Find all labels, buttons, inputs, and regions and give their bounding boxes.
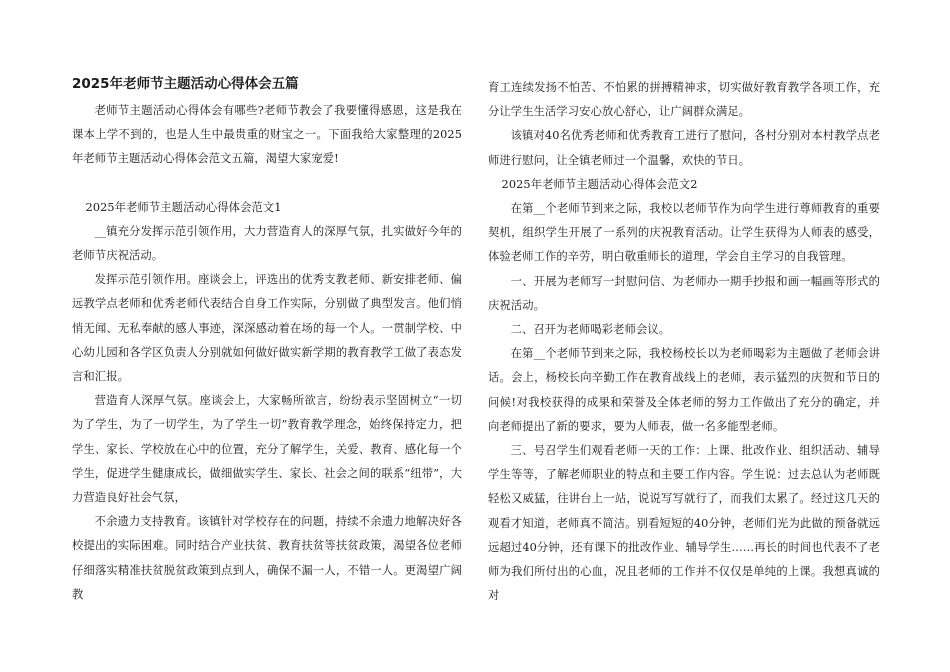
paragraph: 在第__个老师节到来之际，我校杨校长以为老师喝彩为主题做了老师会讲话。会上，杨校长向辛勤工作在教育战线上的老师，表示猛烈的庆贺和节日的问候!对我校获得的成果和荣誉及全体老师的努力工作做出了充分的确定，并向老师提出了新的要求，要为人师表，做一名多能型老师。 <box>488 347 880 433</box>
paragraph: 该镇对40名优秀老师和优秀教育工进行了慰问，各村分别对本村教学点老师进行慰问，让全镇老师过一个温馨，欢快的节日。 <box>488 129 880 167</box>
left-column-body <box>72 99 462 607</box>
paragraph-gap <box>72 172 462 196</box>
paragraph: 一、开展为老师写一封慰问信、为老师办一期手抄报和画一幅画等形式的庆祝活动。 <box>488 274 880 312</box>
section-heading: 2025年老师节主题活动心得体会范文1 <box>85 200 282 214</box>
paragraph: 老师节主题活动心得体会有哪些?老师节教会了我要懂得感恩，这是我在课本上学不到的，也是人生中最贵重的财宝之一。下面我给大家整理的2025年老师节主题活动心得体会范文五篇，渴望大家宠爱! <box>72 104 462 166</box>
paragraph: 三、号召学生们观看老师一天的工作：上课、批改作业、组织活动、辅导学生等等，了解老师职业的特点和主要工作内容。学生说：过去总认为老师既轻松又威猛，往讲台上一站，说说写写就行了，而我们太累了。经过这几天的观看才知道，老师真不简洁。别看短短的40分钟，老师们光为此做的预备就远远超过40分钟，还有课下的批改作业、辅导学生……再长的时间也代表不了老师为我们所付出的心血，况且老师的工作并不仅仅是单纯的上课。我想真诚的对 <box>488 444 880 603</box>
paragraph: 营造育人深厚气氛。座谈会上，大家畅所欲言，纷纷表示坚固树立“一切为了学生，为了一切学生，为了学生一切”教育教学理念，始终保持定力，把学生、家长、学校放在心中的位置，充分了解学生，关爱、教育、感化每一个学生，促进学生健康成长，做细做实学生、家长、社会之间的联系“纽带”，大力营造良好社会气氛， <box>72 394 462 505</box>
paragraph: 在第__个老师节到来之际，我校以老师节作为向学生进行尊师教育的重要契机，组织学生开展了一系列的庆祝教育活动。让学生获得为人师表的感受，体验老师工作的辛劳，明白敬重师长的道理，学会自主学习的自我管理。 <box>488 202 880 264</box>
left-column <box>72 74 462 607</box>
paragraph-continued: 育工连续发扬不怕苦、不怕累的拼搏精神求，切实做好教育教学各项工作，充分让学生生活学习安心放心舒心，让广阔群众满足。 <box>488 81 880 119</box>
right-column <box>488 76 880 608</box>
paragraph: __镇充分发挥示范引领作用，大力营造育人的深厚气氛，扎实做好今年的老师节庆祝活动。 <box>72 224 462 263</box>
paragraph: 发挥示范引领作用。座谈会上，评选出的优秀支教老师、新安排老师、偏远教学点老师和优秀老师代表结合自身工作实际，分别做了典型发言。他们悄悄无闻、无私奉献的感人事迹，深深感动着在场的每一个人。一贯制学校、中心幼儿园和各学区负责人分别就如何做好做实新学期的教育教学工做了表态发言和汇报。 <box>72 273 462 384</box>
right-column-body <box>488 76 880 608</box>
paragraph: 不余遗力支持教育。该镇针对学校存在的问题，持续不余遗力地解决好各校提出的实际困难。同时结合产业扶贫、教育扶贫等扶贫政策，渴望各位老师仔细落实精准扶贫脱贫政策到点到人，确保不漏一人，不错一人。更渴望广阔教 <box>72 515 462 601</box>
paragraph: 二、召开为老师喝彩老师会议。 <box>510 323 671 337</box>
section-heading: 2025年老师节主题活动心得体会范文2 <box>501 177 698 191</box>
document-title: 2025年老师节主题活动心得体会五篇 <box>72 76 299 92</box>
